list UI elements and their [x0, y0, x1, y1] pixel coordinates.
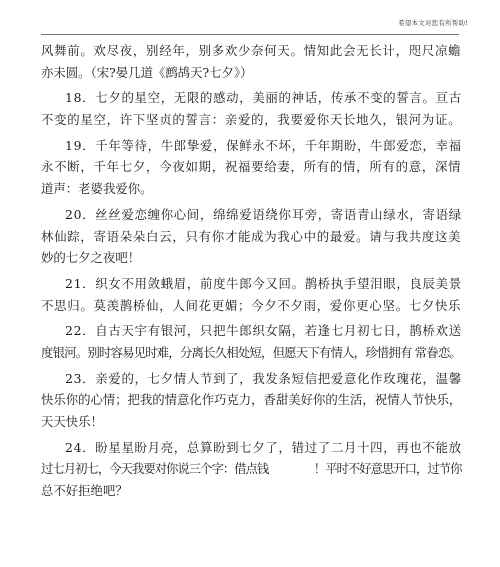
text-line: 度银河。别时容易见时难，分离长久相处短，但愿天下有情人，珍惜拥有 常眷恋。	[41, 344, 461, 360]
text-line: 快乐你的心情；把我的情意化作巧克力，香甜美好你的生活，祝情人节快乐，	[41, 392, 462, 408]
paragraph-22-first-line: 22．自古天宇有银河，只把牛郎织女隔，若逢七月初七日，鹊桥欢送	[65, 323, 462, 339]
header-divider	[41, 34, 459, 35]
text-line: 妙的七夕之夜吧！	[41, 250, 141, 266]
text-line: 道声：老婆我爱你。	[41, 181, 153, 197]
paragraph-21-first-line: 21．织女不用敛蛾眉，前度牛郎今又回。鹊桥执手望泪眼，良辰美景	[65, 275, 462, 291]
text-line: 永不断，千年七夕，今夜如期，祝福要给妻，所有的情，所有的意，深情	[41, 159, 462, 175]
document-body	[41, 40, 461, 502]
text-line: 天天快乐！	[41, 414, 103, 429]
paragraph-19-first-line: 19．千年等待，牛郎挚爱，保鲜永不坏，千年期盼，牛郎爱恋，幸福	[65, 137, 462, 153]
text-line: 林仙踪，寄语朵朵白云，只有你才能成为我心中的最爱。请与我共度这美	[41, 228, 462, 244]
text-line: 总不好拒绝吧？	[41, 483, 128, 499]
paragraph-24-first-line: 24．盼星星盼月亮，总算盼到七夕了，错过了二月十四，再也不能放	[65, 439, 462, 455]
text-line: 不变的星空，许下坚贞的誓言：亲爱的，我要爱你天长地久，银河为证。	[41, 112, 462, 128]
text-line: 风舞前。欢尽夜，别经年，别多欢少奈何天。情知此会无长计，咫尺凉蟾	[41, 43, 462, 58]
paragraph-20-first-line: 20．丝丝爱恋缠你心间，绵绵爱语绕你耳旁，寄语青山绿水，寄语绿	[65, 206, 462, 222]
paragraph-23-first-line: 23．亲爱的，七夕情人节到了，我发条短信把爱意化作玫瑰花，温馨	[65, 370, 462, 386]
text-line: 不思归。莫羡鹊桥仙，人间花更媚；今夕不夕雨，爱你更心坚。七夕快乐	[41, 297, 462, 313]
paragraph-18-first-line: 18．七夕的星空，无限的感动，美丽的神话，传承不变的誓言。亘古	[65, 90, 462, 106]
header-note: 希望本文对您有所帮助!	[398, 19, 468, 27]
text-line: 过七月初七，今天我要对你说三个字：借点钱 ！平时不好意思开口，过节你	[41, 461, 462, 477]
text-line: 亦未圆。（宋?晏几道《鹧鸪天?七夕》）	[41, 64, 253, 80]
